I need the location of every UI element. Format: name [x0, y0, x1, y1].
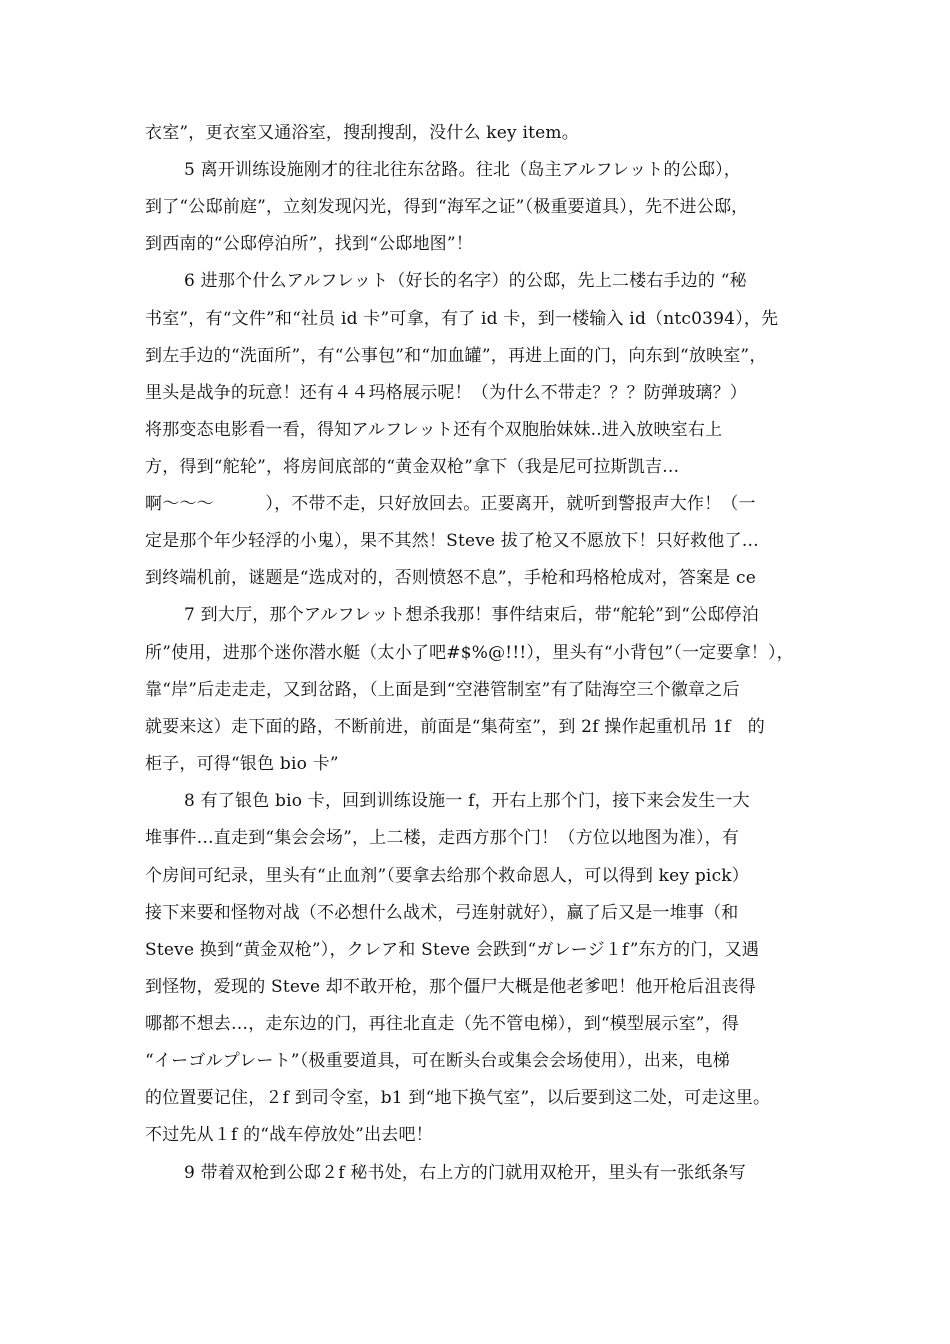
text-line: 到怪物，爱现的 Steve 却不敢开枪，那个僵尸大概是他老爹吧！他开枪后沮丧得 [145, 977, 756, 997]
text-line: 接下来要和怪物对战（不必想什么战术，弓连射就好），赢了后又是一堆事（和 [145, 903, 739, 923]
text-line: 方，得到“舵轮”，将房间底部的“黄金双枪”拿下（我是尼可拉斯凯吉… [145, 457, 680, 477]
text-line: “イーゴルプレート”（极重要道具，可在断头台或集会会场使用），出来，电梯 [145, 1051, 730, 1071]
text-line: 靠“岸”后走走走，又到岔路，（上面是到“空港管制室”有了陆海空三个徽章之后 [145, 680, 740, 700]
text-line: 6 进那个什么アルフレット（好长的名字）的公邸，先上二楼右手边的 “秘 [184, 271, 747, 291]
text-line: 将那变态电影看一看，得知アルフレット还有个双胞胎妹妹..进入放映室右上 [145, 420, 723, 440]
text-line: 所”使用，进那个迷你潜水艇（太小了吧#$%@!!!），里头有“小背包”（一定要拿！）， [145, 643, 794, 663]
text-line: 哪都不想去…，走东边的门，再往北直走（先不管电梯），到“模型展示室”，得 [145, 1014, 740, 1034]
text-line: 到终端机前，谜题是“选成对的，否则愤怒不息”，手枪和玛格枪成对，答案是 ce [145, 568, 756, 588]
text-line: 到左手边的“洗面所”，有“公事包”和“加血罐”，再进上面的门，向东到“放映室”， [145, 346, 767, 366]
text-line: 啊～～～ ），不带不走，只好放回去。正要离开，就听到警报声大作！（一 [145, 494, 756, 514]
text-line: 的位置要记住，２f 到司令室，b1 到“地下换气室”，以后要到这二处，可走这里。 [145, 1088, 771, 1108]
text-line: 柜子，可得“银色 bio 卡” [145, 754, 339, 774]
text-line: 5 离开训练设施刚才的往北往东岔路。往北（岛主アルフレット的公邸）， [184, 160, 741, 180]
text-line: 不过先从１f 的“战车停放处”出去吧！ [145, 1125, 433, 1145]
text-line: 定是那个年少轻浮的小鬼），果不其然！Steve 拔了枪又不愿放下！只好救他了… [145, 531, 759, 551]
text-line: 里头是战争的玩意！还有４４玛格展示呢！（为什么不带走？？？防弹玻璃？） [145, 383, 747, 403]
text-line: 书室”，有“文件”和“社员 id 卡”可拿，有了 id 卡，到一楼输入 id（ntc0394），先 [145, 309, 779, 329]
text-line: 堆事件…直走到“集会会场”，上二楼，走西方那个门！（方位以地图为准），有 [145, 828, 740, 848]
text-line: 就要来这）走下面的路，不断前进，前面是“集荷室”，到 2f 操作起重机吊 1f 的 [145, 717, 766, 737]
text-line: 9 带着双枪到公邸２f 秘书处，右上方的门就用双枪开，里头有一张纸条写 [184, 1163, 746, 1183]
text-line: 个房间可纪录，里头有“止血剂”（要拿去给那个救命恩人，可以得到 key pick） [145, 866, 749, 886]
text-line: 8 有了银色 bio 卡，回到训练设施一 f，开右上那个门，接下来会发生一大 [184, 791, 750, 811]
text-line: 到了“公邸前庭”，立刻发现闪光，得到“海军之证”（极重要道具），先不进公邸， [145, 197, 749, 217]
text-line: Steve 换到“黄金双枪”），クレア和 Steve 会跌到“ガレージ１f”东方的门，又遇 [145, 940, 760, 960]
text-line: 到西南的“公邸停泊所”，找到“公邸地图”！ [145, 234, 473, 254]
text-line: 衣室”，更衣室又通浴室，搜刮搜刮，没什么 key item。 [145, 123, 579, 143]
text-line: 7 到大厅，那个アルフレット想杀我那！事件结束后，带“舵轮”到“公邸停泊 [184, 605, 759, 625]
